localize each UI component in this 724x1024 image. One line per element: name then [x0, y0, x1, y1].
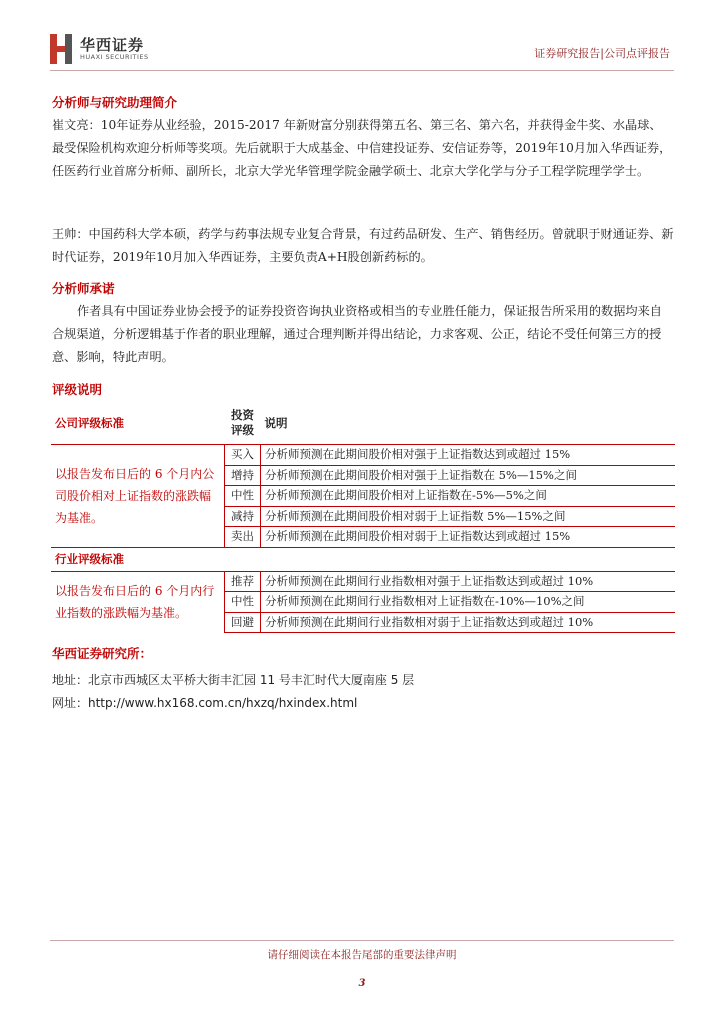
- institute-address: 地址：北京市西城区太平桥大街丰汇园 11 号丰汇时代大厦南座 5 层: [52, 673, 415, 687]
- commitment-title: 分析师承诺: [52, 281, 115, 296]
- page-header: [0, 0, 724, 72]
- brand-name-cn: 华西证券: [80, 36, 145, 54]
- footer-divider: [50, 940, 674, 941]
- rating-level: 中性: [225, 592, 261, 613]
- level-header: 投资评级: [225, 402, 261, 445]
- report-type: 证券研究报告|公司点评报告: [534, 47, 670, 60]
- rating-level: 减持: [225, 506, 261, 527]
- rating-level: 增持: [225, 465, 261, 486]
- page-content: [52, 92, 674, 715]
- legal-disclaimer: 请仔细阅读在本报告尾部的重要法律声明: [267, 949, 457, 961]
- rating-level: 卖出: [225, 527, 261, 548]
- rating-title: 评级说明: [52, 382, 103, 397]
- institute-website[interactable]: 网址：http://www.hx168.com.cn/hxzq/hxindex.html: [52, 696, 358, 710]
- rating-desc: 分析师预测在此期间股价相对弱于上证指数达到或超过 15%: [261, 527, 676, 548]
- institute-title: 华西证券研究所：: [52, 646, 153, 661]
- rating-desc: 分析师预测在此期间股价相对弱于上证指数 5%—15%之间: [261, 506, 676, 527]
- company-rating-header: 公司评级标准: [51, 402, 225, 445]
- rating-level: 中性: [225, 486, 261, 507]
- rating-desc: 分析师预测在此期间股价相对强于上证指数在 5%—15%之间: [261, 465, 676, 486]
- analyst-bio-cui: 崔文亮：10年证券从业经验，2015-2017 年新财富分别获得第五名、第三名、第六名，并获得金牛奖、水晶球、 最受保险机构欢迎分析师等奖项。先后就职于大成基金、中信建投证券、安信证券等，2019年10月加入华西证券，任医药行业首席分析师、副所长，北京大学光华管理学院金融学硕士、北京大学化学与分子工程学院理学学士。: [52, 118, 672, 178]
- header-divider: [50, 70, 674, 71]
- company-rating-basis: 以报告发布日后的 6 个月内公司股价相对上证指数的涨跌幅为基准。: [55, 466, 215, 525]
- rating-level: 回避: [225, 612, 261, 633]
- rating-level: 推荐: [225, 571, 261, 592]
- page-number: 3: [358, 978, 366, 989]
- rating-desc: 分析师预测在此期间行业指数相对弱于上证指数达到或超过 10%: [261, 612, 676, 633]
- rating-table: [51, 402, 675, 633]
- analysts-title: 分析师与研究助理简介: [52, 95, 178, 110]
- rating-level: 买入: [225, 445, 261, 466]
- desc-header: 说明: [261, 402, 676, 445]
- rating-desc: 分析师预测在此期间股价相对上证指数在-5%—5%之间: [261, 486, 676, 507]
- brand-name-en: HUAXI SECURITIES: [80, 53, 149, 61]
- rating-desc: 分析师预测在此期间行业指数相对强于上证指数达到或超过 10%: [265, 573, 594, 588]
- analyst-bio-wang: 王帅：中国药科大学本硕，药学与药事法规专业复合背景，有过药品研发、生产、销售经历。曾就职于财通证券、新时代证券，2019年10月加入华西证券，主要负责A+H股创新药标的。: [52, 227, 674, 264]
- industry-rating-header: 行业评级标准: [51, 547, 675, 571]
- commitment-text: 作者具有中国证券业协会授予的证券投资咨询执业资格或相当的专业胜任能力，保证报告所采用的数据均来自合规渠道，分析逻辑基于作者的职业理解，通过合理判断并得出结论，力求客观、公正，结论不受任何第三方的授意、影响，特此声明。: [52, 304, 662, 364]
- rating-desc: 分析师预测在此期间行业指数相对上证指数在-10%—10%之间: [261, 592, 676, 613]
- huaxi-logo-icon: [50, 34, 72, 64]
- rating-desc: 分析师预测在此期间股价相对强于上证指数达到或超过 15%: [265, 447, 571, 461]
- industry-rating-basis: 以报告发布日后的 6 个月内行业指数的涨跌幅为基准。: [55, 584, 215, 620]
